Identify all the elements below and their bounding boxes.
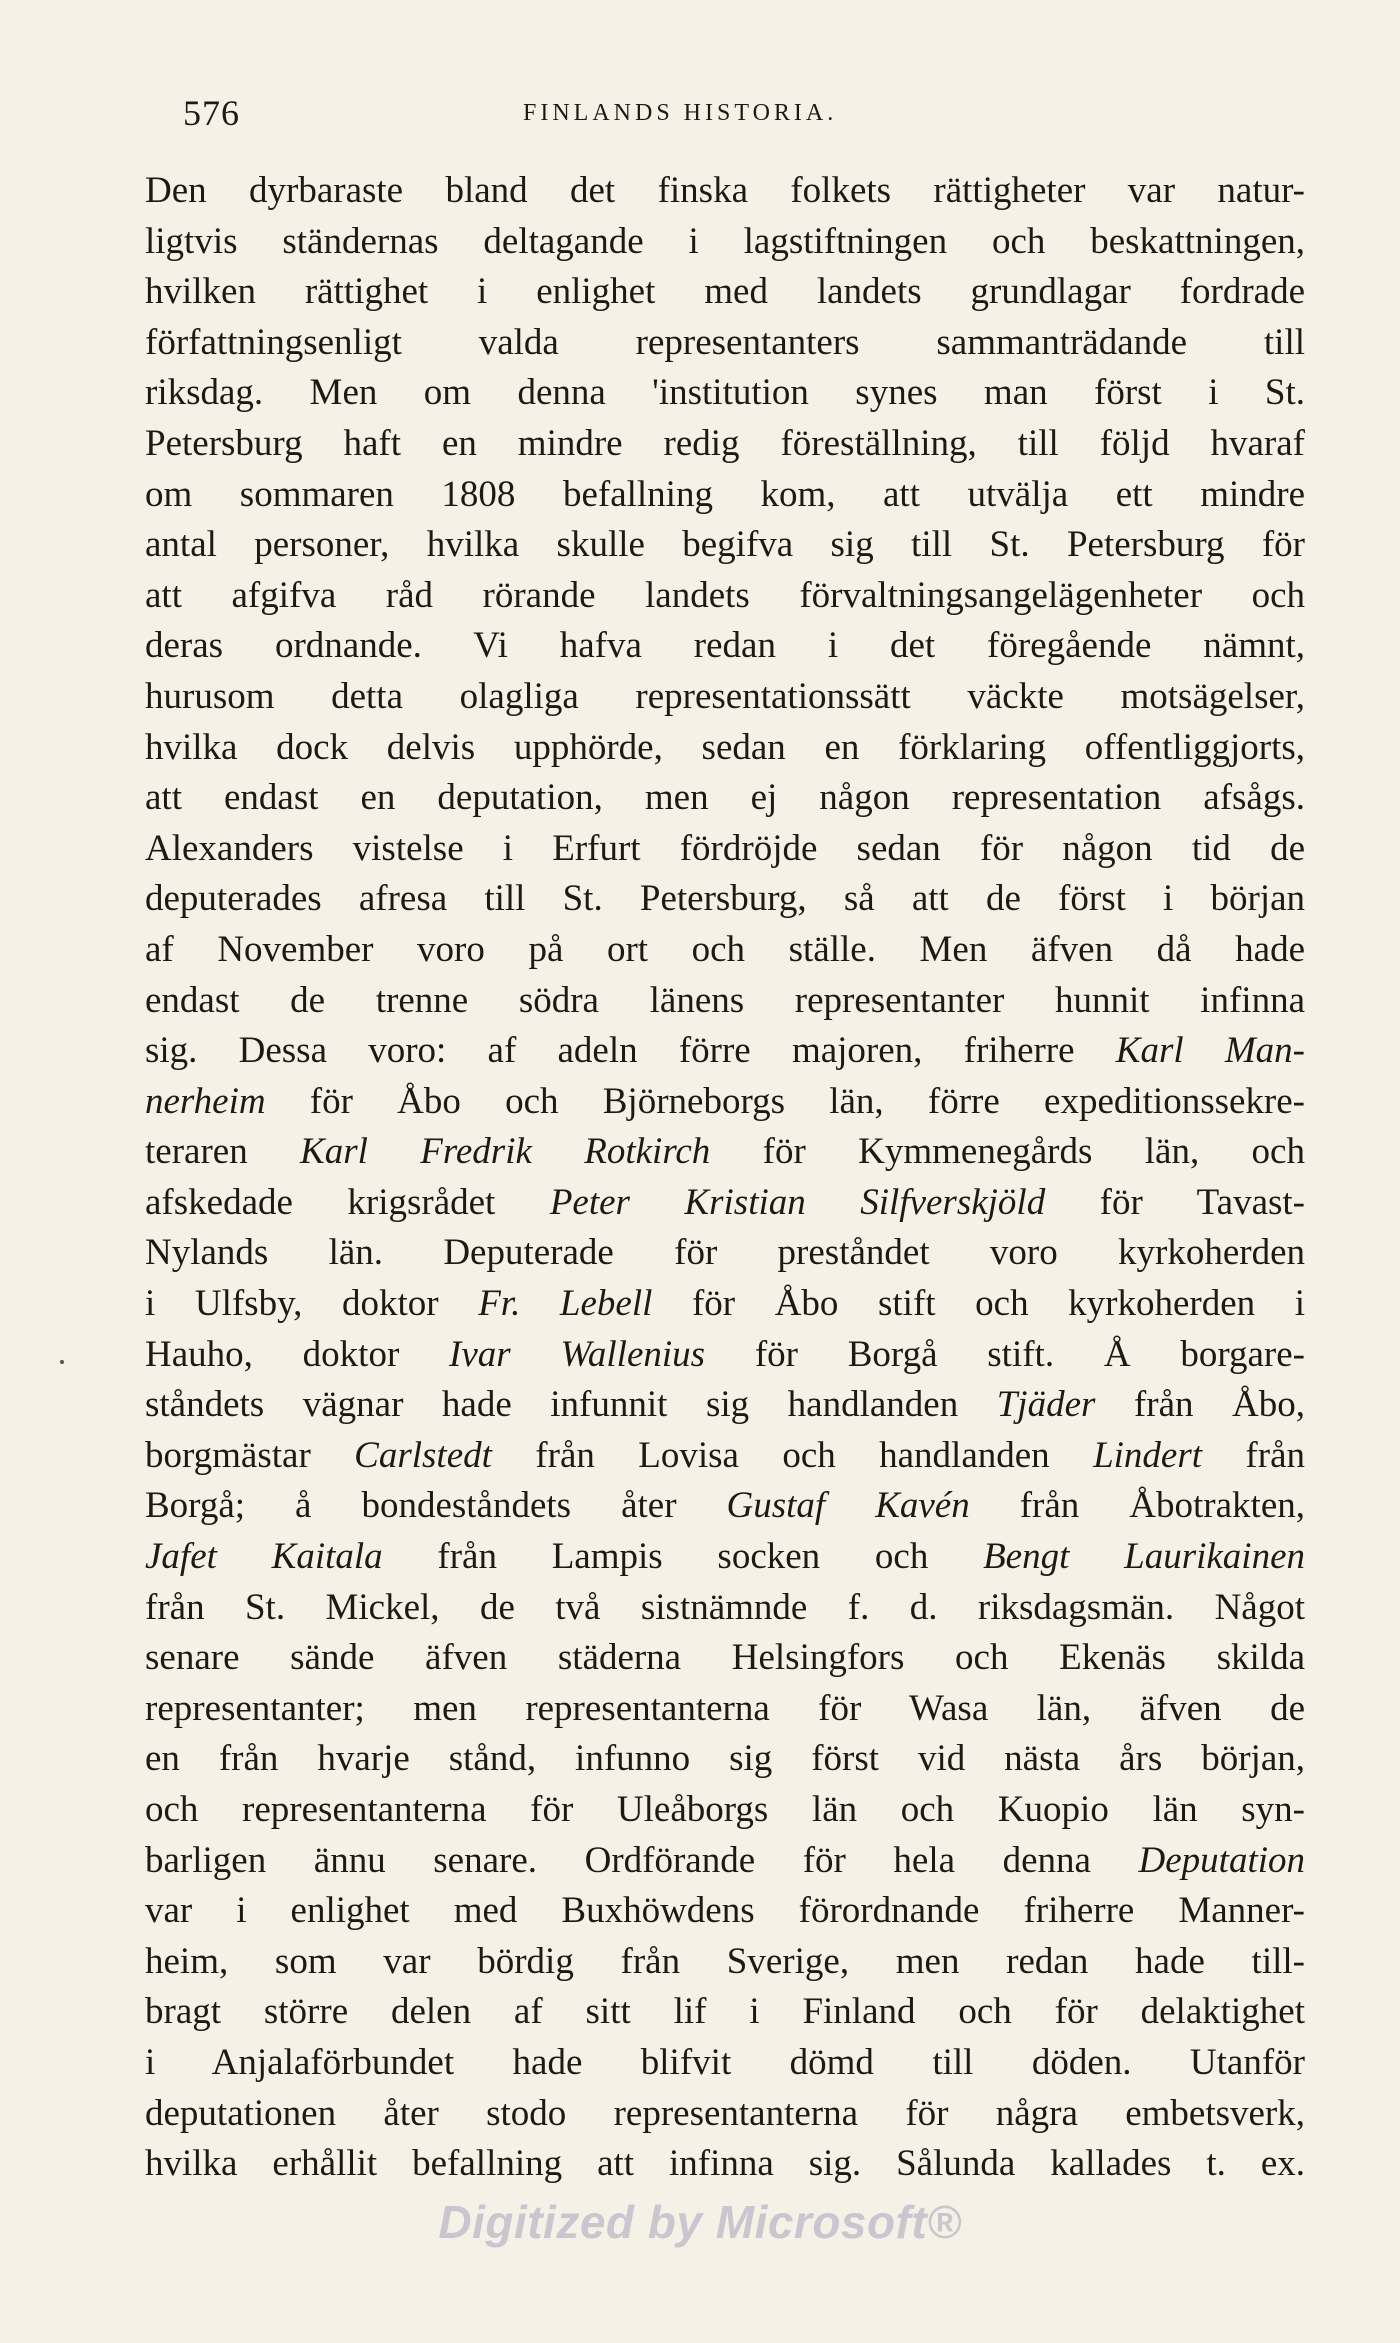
text-segment: ligtvis ständernas deltagande i lagstiftningen och beskattningen, <box>145 220 1305 262</box>
italic-name: Peter Kristian Silfverskjöld <box>549 1181 1046 1223</box>
text-segment: för Tavast- <box>1045 1181 1305 1223</box>
italic-name: Carlstedt <box>354 1434 492 1476</box>
text-segment: för Kymmenegårds län, och <box>710 1131 1305 1173</box>
text-segment: hurusom detta olagliga representationssätt väckte motsägelser, <box>145 675 1305 717</box>
text-line <box>145 419 1305 470</box>
text-line <box>145 1279 1305 1330</box>
text-segment: från Åbo, <box>1095 1384 1305 1426</box>
text-segment: riksdag. Men om denna 'institution synes man först i St. <box>145 372 1305 414</box>
text-segment: borgmästar <box>145 1434 355 1476</box>
text-segment: en från hvarje stånd, infunno sig först vid nästa års början, <box>145 1738 1305 1780</box>
text-segment: från <box>1202 1434 1305 1476</box>
text-segment: hvilken rättighet i enlighet med landets grundlagar fordrade <box>145 271 1305 313</box>
text-segment: Den dyrbaraste bland det finska folkets rättigheter var natur- <box>145 170 1305 211</box>
text-segment: var i enlighet med Buxhöwdens förordnande friherre Manner- <box>145 1890 1305 1932</box>
body-text <box>145 166 1305 2190</box>
text-line <box>145 1431 1305 1482</box>
italic-name: Karl Fredrik Rotkirch <box>300 1131 711 1173</box>
text-segment: om sommaren 1808 befallning kom, att utvälja ett mindre <box>145 473 1305 515</box>
text-segment: hvilka erhållit befallning att infinna sig. Sålunda kallades t. ex. <box>145 2143 1305 2185</box>
text-segment: bragt större delen af sitt lif i Finland och för delaktighet <box>145 1991 1305 2033</box>
running-head: FINLANDS HISTORIA. <box>523 100 838 126</box>
text-line <box>145 773 1305 824</box>
text-line <box>145 1532 1305 1583</box>
text-line <box>145 2139 1305 2190</box>
text-line <box>145 1633 1305 1684</box>
text-segment: för Åbo och Björneborgs län, förre expeditionssekre- <box>265 1080 1305 1122</box>
italic-name: Gustaf Kavén <box>726 1485 970 1527</box>
text-segment: från Åbotrakten, <box>969 1485 1305 1527</box>
page-number: 576 <box>183 93 240 133</box>
text-segment: barligen ännu senare. Ordförande för hela denna <box>145 1839 1139 1881</box>
italic-name: Fr. Lebell <box>478 1283 653 1325</box>
text-segment: att afgifva råd rörande landets förvaltningsangelägenheter och <box>145 574 1305 616</box>
text-segment: från Lovisa och handlanden <box>491 1434 1094 1476</box>
text-line <box>145 1077 1305 1128</box>
text-segment: antal personer, hvilka skulle begifva sig till St. Petersburg för <box>145 524 1305 566</box>
text-segment: endast de trenne södra länens representanter hunnit infinna <box>145 979 1305 1021</box>
text-segment: Alexanders vistelse i Erfurt fördröjde sedan för någon tid de <box>145 827 1305 869</box>
italic-name: Jafet Kaitala <box>145 1536 383 1578</box>
text-line <box>145 976 1305 1027</box>
text-line <box>145 1127 1305 1178</box>
text-segment: i Ulfsby, doktor <box>145 1283 479 1325</box>
page-header <box>183 92 1313 142</box>
text-segment: Nylands län. Deputerade för preståndet voro kyrkoherden <box>145 1232 1305 1274</box>
text-line <box>145 1987 1305 2038</box>
italic-name: Lindert <box>1093 1434 1203 1476</box>
text-segment: från Lampis socken och <box>382 1536 984 1578</box>
text-segment: deras ordnande. Vi hafva redan i det föregående nämnt, <box>145 625 1305 667</box>
text-line <box>145 166 1305 217</box>
text-segment: för Åbo stift och kyrkoherden i <box>652 1283 1305 1325</box>
text-line <box>145 723 1305 774</box>
text-line <box>145 874 1305 925</box>
text-segment: representanter; men representanterna för Wasa län, äfven de <box>145 1687 1305 1729</box>
text-line <box>145 267 1305 318</box>
watermark: Digitized by Microsoft® <box>438 2196 962 2248</box>
text-line <box>145 1330 1305 1381</box>
text-segment: Petersburg haft en mindre redig föreställning, till följd hvaraf <box>145 422 1305 464</box>
text-line <box>145 217 1305 268</box>
text-segment: och representanterna för Uleåborgs län och Kuopio län syn- <box>145 1789 1305 1830</box>
text-segment: ståndets vägnar hade infunnit sig handlanden <box>145 1384 997 1426</box>
italic-name: Deputation <box>1138 1839 1305 1881</box>
text-line <box>145 1684 1305 1735</box>
text-line <box>145 1380 1305 1431</box>
text-segment: Borgå; å bondeståndets åter <box>145 1485 727 1527</box>
text-segment: hvilka dock delvis upphörde, sedan en förklaring offentliggjorts, <box>145 726 1305 768</box>
text-line <box>145 1937 1305 1988</box>
text-line <box>145 621 1305 672</box>
text-line <box>145 1228 1305 1279</box>
italic-name: Tjäder <box>996 1384 1096 1426</box>
text-segment: att endast en deputation, men ej någon representation afsågs. <box>145 777 1305 819</box>
italic-name: nerheim <box>145 1080 266 1122</box>
text-segment: i Anjalaförbundet hade blifvit dömd till döden. Utanför <box>145 2041 1305 2083</box>
text-segment: sig. Dessa voro: af adeln förre majoren, friherre <box>145 1030 1116 1072</box>
text-line <box>145 470 1305 521</box>
text-line <box>145 1836 1305 1887</box>
text-line <box>145 2038 1305 2089</box>
text-segment: af November voro på ort och ställe. Men äfven då hade <box>145 928 1305 970</box>
text-line <box>145 824 1305 875</box>
text-line <box>145 1178 1305 1229</box>
text-line <box>145 520 1305 571</box>
text-line <box>145 1481 1305 1532</box>
text-segment: afskedade krigsrådet <box>145 1181 550 1223</box>
italic-name: Ivar Wallenius <box>449 1333 706 1375</box>
text-line <box>145 571 1305 622</box>
text-line <box>145 1583 1305 1634</box>
text-segment: författningsenligt valda representanters sammanträdande till <box>145 321 1305 363</box>
text-line <box>145 925 1305 976</box>
text-segment: för Borgå stift. Å borgare- <box>705 1333 1305 1375</box>
text-segment: Hauho, doktor <box>145 1333 450 1375</box>
paper-speck <box>60 1360 64 1364</box>
text-segment: senare sände äfven städerna Helsingfors och Ekenäs skilda <box>145 1637 1305 1679</box>
text-line <box>145 2089 1305 2140</box>
italic-name: Bengt Laurikainen <box>983 1536 1305 1578</box>
text-segment: teraren <box>145 1131 301 1173</box>
text-line <box>145 1886 1305 1937</box>
text-segment: deputationen åter stodo representanterna för några embetsverk, <box>145 2092 1305 2134</box>
text-line <box>145 318 1305 369</box>
text-line <box>145 672 1305 723</box>
text-segment: från St. Mickel, de två sistnämnde f. d. riksdagsmän. Något <box>145 1586 1305 1628</box>
text-line <box>145 1734 1305 1785</box>
text-line <box>145 1026 1305 1077</box>
text-segment: heim, som var bördig från Sverige, men redan hade till- <box>145 1940 1305 1982</box>
italic-name: Karl Man- <box>1115 1030 1305 1072</box>
text-line <box>145 368 1305 419</box>
text-segment: deputerades afresa till St. Petersburg, så att de först i början <box>145 878 1305 920</box>
text-line <box>145 1785 1305 1836</box>
